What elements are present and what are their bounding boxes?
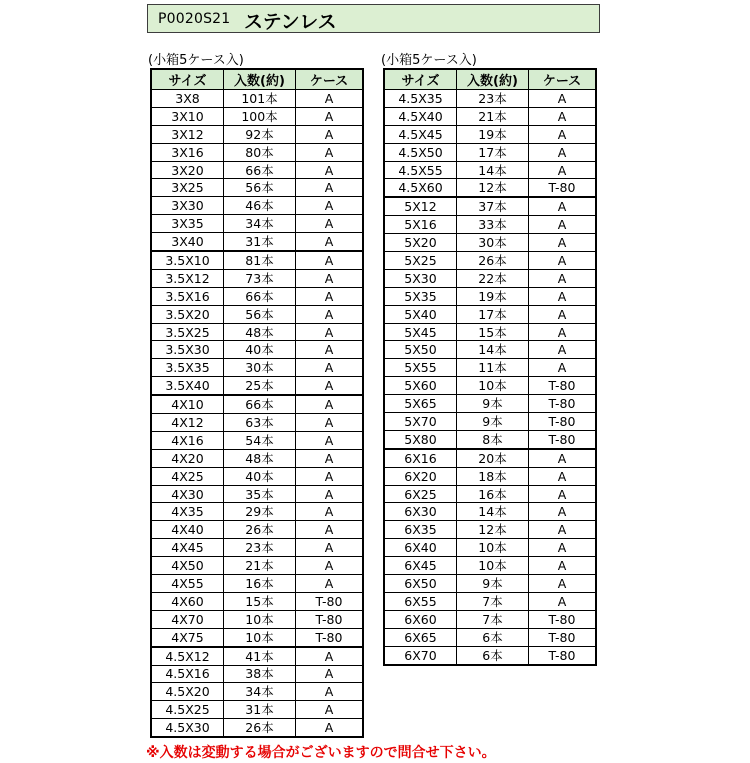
quantity-cell: 35本 xyxy=(224,485,296,503)
case-cell: A xyxy=(529,341,597,359)
table-row xyxy=(384,628,596,646)
case-cell: T-80 xyxy=(529,610,597,628)
quantity-cell: 29本 xyxy=(224,503,296,521)
size-cell: 6X20 xyxy=(384,467,457,485)
quantity-cell: 23本 xyxy=(224,539,296,557)
quantity-cell: 17本 xyxy=(457,305,529,323)
case-cell: A xyxy=(529,557,597,575)
size-cell: 3X20 xyxy=(151,161,224,179)
size-cell: 6X30 xyxy=(384,503,457,521)
size-cell: 4X60 xyxy=(151,592,224,610)
case-cell: T-80 xyxy=(529,395,597,413)
table-row xyxy=(151,107,363,125)
case-cell: A xyxy=(296,557,364,575)
size-cell: 6X50 xyxy=(384,575,457,593)
table-row xyxy=(384,592,596,610)
case-cell: A xyxy=(529,269,597,287)
quantity-cell: 25本 xyxy=(224,377,296,395)
table-row xyxy=(151,431,363,449)
table-row xyxy=(151,215,363,233)
case-cell: T-80 xyxy=(529,179,597,197)
quantity-cell: 11本 xyxy=(457,359,529,377)
table-row xyxy=(384,125,596,143)
quantity-cell: 8本 xyxy=(457,430,529,448)
size-cell: 6X45 xyxy=(384,557,457,575)
table-row xyxy=(384,269,596,287)
quantity-cell: 14本 xyxy=(457,161,529,179)
quantity-cell: 14本 xyxy=(457,503,529,521)
size-cell: 3X16 xyxy=(151,143,224,161)
case-cell: A xyxy=(529,216,597,234)
quantity-cell: 48本 xyxy=(224,449,296,467)
case-cell: A xyxy=(296,179,364,197)
table-row xyxy=(151,719,363,737)
column-header-size: サイズ xyxy=(151,69,224,90)
size-cell: 4.5X40 xyxy=(384,107,457,125)
case-cell: T-80 xyxy=(529,628,597,646)
case-cell: T-80 xyxy=(529,646,597,664)
size-cell: 6X40 xyxy=(384,539,457,557)
table-row xyxy=(151,341,363,359)
size-cell: 5X45 xyxy=(384,323,457,341)
case-cell: A xyxy=(529,197,597,215)
quantity-cell: 26本 xyxy=(224,521,296,539)
quantity-cell: 26本 xyxy=(457,252,529,270)
case-cell: A xyxy=(529,252,597,270)
quantity-cell: 63本 xyxy=(224,414,296,432)
quantity-cell: 9本 xyxy=(457,575,529,593)
quantity-cell: 16本 xyxy=(224,575,296,593)
table-row xyxy=(384,539,596,557)
quantity-cell: 17本 xyxy=(457,143,529,161)
quantity-cell: 12本 xyxy=(457,179,529,197)
table-row xyxy=(384,161,596,179)
case-cell: A xyxy=(296,215,364,233)
table-row xyxy=(384,252,596,270)
quantity-cell: 31本 xyxy=(224,233,296,251)
product-code: P0020S21 xyxy=(158,11,231,27)
size-cell: 3.5X16 xyxy=(151,287,224,305)
table-row xyxy=(151,359,363,377)
quantity-cell: 38本 xyxy=(224,665,296,683)
case-cell: A xyxy=(296,233,364,251)
size-cell: 3X25 xyxy=(151,179,224,197)
table-row xyxy=(151,610,363,628)
quantity-cell: 41本 xyxy=(224,647,296,665)
size-cell: 4X45 xyxy=(151,539,224,557)
quantity-cell: 21本 xyxy=(457,107,529,125)
size-cell: 4X70 xyxy=(151,610,224,628)
quantity-cell: 20本 xyxy=(457,449,529,467)
quantity-cell: 10本 xyxy=(457,377,529,395)
table-row xyxy=(384,430,596,448)
quantity-cell: 46本 xyxy=(224,197,296,215)
size-cell: 3X40 xyxy=(151,233,224,251)
table-row xyxy=(384,359,596,377)
left-table-caption: (小箱5ケース入) xyxy=(148,53,244,68)
case-cell: A xyxy=(529,90,597,108)
table-row xyxy=(151,628,363,646)
table-row xyxy=(151,539,363,557)
quantity-cell: 10本 xyxy=(457,539,529,557)
size-cell: 4.5X55 xyxy=(384,161,457,179)
right-spec-table xyxy=(383,68,597,666)
size-cell: 3X12 xyxy=(151,125,224,143)
quantity-cell: 66本 xyxy=(224,161,296,179)
size-cell: 6X25 xyxy=(384,485,457,503)
table-row xyxy=(384,305,596,323)
table-row xyxy=(151,485,363,503)
size-cell: 4X12 xyxy=(151,414,224,432)
quantity-cell: 30本 xyxy=(224,359,296,377)
case-cell: A xyxy=(529,467,597,485)
size-cell: 3.5X10 xyxy=(151,251,224,269)
case-cell: A xyxy=(296,143,364,161)
size-cell: 4X16 xyxy=(151,431,224,449)
size-cell: 4.5X50 xyxy=(384,143,457,161)
case-cell: A xyxy=(296,359,364,377)
quantity-cell: 81本 xyxy=(224,251,296,269)
column-header-quantity: 入数(約) xyxy=(224,69,296,90)
table-row xyxy=(384,323,596,341)
case-cell: A xyxy=(296,269,364,287)
size-cell: 4.5X20 xyxy=(151,683,224,701)
table-row xyxy=(151,161,363,179)
footer-note: ※入数は変動する場合がございますので問合せ下さい。 xyxy=(146,745,496,761)
quantity-cell: 21本 xyxy=(224,557,296,575)
size-cell: 3.5X25 xyxy=(151,323,224,341)
case-cell: T-80 xyxy=(529,430,597,448)
quantity-cell: 37本 xyxy=(457,197,529,215)
size-cell: 6X35 xyxy=(384,521,457,539)
size-cell: 3.5X20 xyxy=(151,305,224,323)
case-cell: A xyxy=(296,575,364,593)
quantity-cell: 34本 xyxy=(224,215,296,233)
case-cell: A xyxy=(296,161,364,179)
table-row xyxy=(151,665,363,683)
size-cell: 5X20 xyxy=(384,234,457,252)
table-header-row xyxy=(151,69,363,90)
case-cell: A xyxy=(296,467,364,485)
case-cell: T-80 xyxy=(296,592,364,610)
case-cell: A xyxy=(529,359,597,377)
quantity-cell: 6本 xyxy=(457,628,529,646)
quantity-cell: 10本 xyxy=(224,628,296,646)
size-cell: 5X40 xyxy=(384,305,457,323)
quantity-cell: 31本 xyxy=(224,701,296,719)
table-row xyxy=(151,179,363,197)
size-cell: 4.5X60 xyxy=(384,179,457,197)
case-cell: A xyxy=(529,107,597,125)
case-cell: A xyxy=(296,197,364,215)
case-cell: A xyxy=(296,521,364,539)
size-cell: 6X60 xyxy=(384,610,457,628)
size-cell: 4X20 xyxy=(151,449,224,467)
table-row xyxy=(151,269,363,287)
case-cell: A xyxy=(529,234,597,252)
quantity-cell: 48本 xyxy=(224,323,296,341)
case-cell: A xyxy=(296,665,364,683)
case-cell: A xyxy=(296,431,364,449)
case-cell: A xyxy=(529,449,597,467)
table-row xyxy=(151,449,363,467)
quantity-cell: 73本 xyxy=(224,269,296,287)
case-cell: A xyxy=(296,503,364,521)
quantity-cell: 15本 xyxy=(457,323,529,341)
size-cell: 5X50 xyxy=(384,341,457,359)
table-row xyxy=(384,341,596,359)
size-cell: 4.5X25 xyxy=(151,701,224,719)
table-row xyxy=(151,287,363,305)
quantity-cell: 6本 xyxy=(457,646,529,664)
size-cell: 5X25 xyxy=(384,252,457,270)
left-spec-table xyxy=(150,68,364,738)
quantity-cell: 80本 xyxy=(224,143,296,161)
column-header-case: ケース xyxy=(529,69,597,90)
quantity-cell: 12本 xyxy=(457,521,529,539)
table-row xyxy=(384,234,596,252)
quantity-cell: 9本 xyxy=(457,413,529,431)
size-cell: 3.5X35 xyxy=(151,359,224,377)
case-cell: A xyxy=(296,395,364,413)
size-cell: 4X10 xyxy=(151,395,224,413)
case-cell: A xyxy=(529,485,597,503)
size-cell: 5X60 xyxy=(384,377,457,395)
table-row xyxy=(384,575,596,593)
size-cell: 4X35 xyxy=(151,503,224,521)
quantity-cell: 56本 xyxy=(224,305,296,323)
size-cell: 3X35 xyxy=(151,215,224,233)
case-cell: A xyxy=(296,539,364,557)
quantity-cell: 66本 xyxy=(224,395,296,413)
size-cell: 4X50 xyxy=(151,557,224,575)
size-cell: 3X30 xyxy=(151,197,224,215)
quantity-cell: 66本 xyxy=(224,287,296,305)
table-row xyxy=(151,197,363,215)
quantity-cell: 33本 xyxy=(457,216,529,234)
case-cell: A xyxy=(296,647,364,665)
quantity-cell: 16本 xyxy=(457,485,529,503)
case-cell: A xyxy=(296,719,364,737)
quantity-cell: 26本 xyxy=(224,719,296,737)
table-row xyxy=(384,143,596,161)
quantity-cell: 19本 xyxy=(457,125,529,143)
case-cell: A xyxy=(296,323,364,341)
table-row xyxy=(384,557,596,575)
table-row xyxy=(151,467,363,485)
size-cell: 5X35 xyxy=(384,287,457,305)
table-row xyxy=(151,701,363,719)
size-cell: 4X30 xyxy=(151,485,224,503)
size-cell: 6X65 xyxy=(384,628,457,646)
table-row xyxy=(384,413,596,431)
table-row xyxy=(384,610,596,628)
case-cell: A xyxy=(296,414,364,432)
table-row xyxy=(151,503,363,521)
case-cell: A xyxy=(296,305,364,323)
quantity-cell: 30本 xyxy=(457,234,529,252)
table-row xyxy=(384,216,596,234)
quantity-cell: 92本 xyxy=(224,125,296,143)
case-cell: A xyxy=(296,251,364,269)
case-cell: A xyxy=(296,449,364,467)
size-cell: 5X70 xyxy=(384,413,457,431)
quantity-cell: 14本 xyxy=(457,341,529,359)
size-cell: 4.5X16 xyxy=(151,665,224,683)
table-row xyxy=(151,395,363,413)
size-cell: 5X12 xyxy=(384,197,457,215)
case-cell: A xyxy=(529,503,597,521)
table-header-row xyxy=(384,69,596,90)
case-cell: A xyxy=(529,305,597,323)
quantity-cell: 34本 xyxy=(224,683,296,701)
case-cell: A xyxy=(296,90,364,108)
size-cell: 4.5X35 xyxy=(384,90,457,108)
table-row xyxy=(151,323,363,341)
quantity-cell: 15本 xyxy=(224,592,296,610)
case-cell: A xyxy=(296,341,364,359)
product-title: ステンレス xyxy=(244,11,337,33)
quantity-cell: 7本 xyxy=(457,592,529,610)
size-cell: 5X16 xyxy=(384,216,457,234)
size-cell: 4X25 xyxy=(151,467,224,485)
size-cell: 5X80 xyxy=(384,430,457,448)
table-row xyxy=(384,485,596,503)
size-cell: 6X16 xyxy=(384,449,457,467)
case-cell: A xyxy=(529,323,597,341)
table-row xyxy=(151,647,363,665)
quantity-cell: 18本 xyxy=(457,467,529,485)
quantity-cell: 23本 xyxy=(457,90,529,108)
table-row xyxy=(384,395,596,413)
table-row xyxy=(151,414,363,432)
column-header-case: ケース xyxy=(296,69,364,90)
table-row xyxy=(151,125,363,143)
size-cell: 5X30 xyxy=(384,269,457,287)
product-header xyxy=(147,4,600,33)
case-cell: A xyxy=(529,287,597,305)
quantity-cell: 101本 xyxy=(224,90,296,108)
case-cell: T-80 xyxy=(296,628,364,646)
table-row xyxy=(384,107,596,125)
table-row xyxy=(384,179,596,197)
case-cell: A xyxy=(296,701,364,719)
table-row xyxy=(151,251,363,269)
quantity-cell: 7本 xyxy=(457,610,529,628)
case-cell: A xyxy=(296,287,364,305)
quantity-cell: 22本 xyxy=(457,269,529,287)
case-cell: A xyxy=(529,143,597,161)
table-row xyxy=(384,90,596,108)
size-cell: 3.5X30 xyxy=(151,341,224,359)
quantity-cell: 54本 xyxy=(224,431,296,449)
column-header-size: サイズ xyxy=(384,69,457,90)
quantity-cell: 40本 xyxy=(224,467,296,485)
case-cell: T-80 xyxy=(296,610,364,628)
quantity-cell: 19本 xyxy=(457,287,529,305)
table-row xyxy=(151,377,363,395)
case-cell: A xyxy=(296,683,364,701)
quantity-cell: 40本 xyxy=(224,341,296,359)
table-row xyxy=(151,305,363,323)
case-cell: A xyxy=(296,107,364,125)
table-row xyxy=(151,521,363,539)
table-row xyxy=(384,646,596,664)
size-cell: 4.5X30 xyxy=(151,719,224,737)
column-header-quantity: 入数(約) xyxy=(457,69,529,90)
case-cell: A xyxy=(296,377,364,395)
size-cell: 3X8 xyxy=(151,90,224,108)
quantity-cell: 9本 xyxy=(457,395,529,413)
size-cell: 3X10 xyxy=(151,107,224,125)
table-row xyxy=(384,467,596,485)
quantity-cell: 10本 xyxy=(457,557,529,575)
case-cell: T-80 xyxy=(529,377,597,395)
size-cell: 4X55 xyxy=(151,575,224,593)
table-row xyxy=(384,197,596,215)
size-cell: 4.5X12 xyxy=(151,647,224,665)
size-cell: 5X55 xyxy=(384,359,457,377)
case-cell: A xyxy=(529,125,597,143)
size-cell: 3.5X12 xyxy=(151,269,224,287)
size-cell: 3.5X40 xyxy=(151,377,224,395)
case-cell: A xyxy=(529,592,597,610)
quantity-cell: 10本 xyxy=(224,610,296,628)
table-row xyxy=(384,377,596,395)
size-cell: 6X70 xyxy=(384,646,457,664)
case-cell: A xyxy=(529,521,597,539)
table-row xyxy=(151,90,363,108)
case-cell: A xyxy=(529,539,597,557)
case-cell: A xyxy=(296,485,364,503)
table-row xyxy=(151,233,363,251)
size-cell: 6X55 xyxy=(384,592,457,610)
table-row xyxy=(151,575,363,593)
table-row xyxy=(384,449,596,467)
quantity-cell: 56本 xyxy=(224,179,296,197)
right-table-caption: (小箱5ケース入) xyxy=(381,53,477,68)
table-row xyxy=(384,521,596,539)
case-cell: A xyxy=(529,161,597,179)
size-cell: 5X65 xyxy=(384,395,457,413)
table-row xyxy=(151,683,363,701)
quantity-cell: 100本 xyxy=(224,107,296,125)
size-cell: 4X40 xyxy=(151,521,224,539)
case-cell: T-80 xyxy=(529,413,597,431)
case-cell: A xyxy=(529,575,597,593)
size-cell: 4.5X45 xyxy=(384,125,457,143)
table-row xyxy=(151,592,363,610)
case-cell: A xyxy=(296,125,364,143)
table-row xyxy=(151,143,363,161)
table-row xyxy=(151,557,363,575)
table-row xyxy=(384,503,596,521)
table-row xyxy=(384,287,596,305)
size-cell: 4X75 xyxy=(151,628,224,646)
